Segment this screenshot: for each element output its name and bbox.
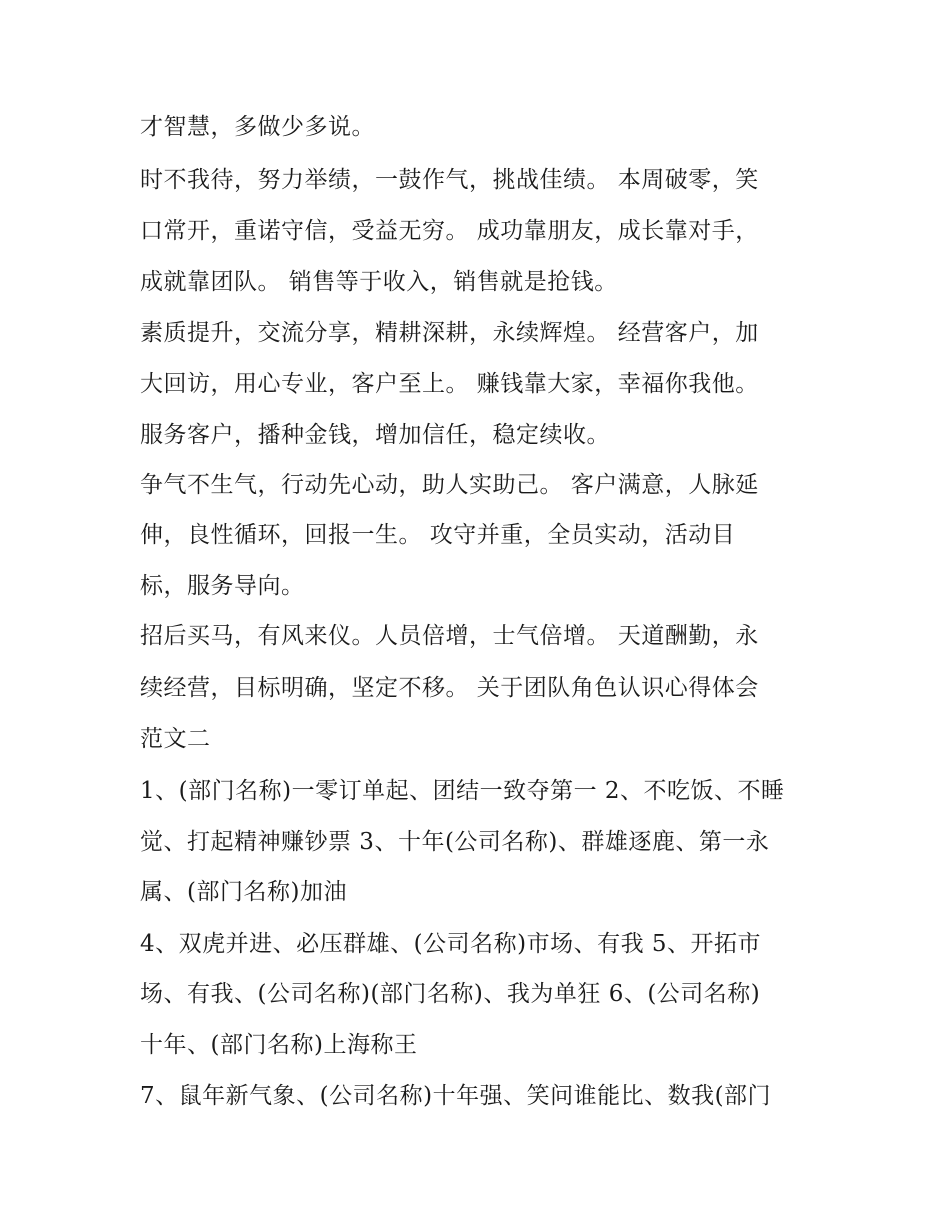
text-line: 十年、(部门名称)上海称王 xyxy=(140,1032,418,1058)
text-line: 素质提升，交流分享，精耕深耕，永续辉煌。 经营客户，加 xyxy=(140,320,759,346)
text-line: 范文二 xyxy=(140,726,211,752)
text-line: 大回访，用心专业，客户至上。 赚钱靠大家，幸福你我他。 xyxy=(140,371,759,397)
text-line: 4、双虎并进、必压群雄、(公司名称)市场、有我 5、开拓市 xyxy=(140,931,762,957)
text-line: 伸，良性循环，回报一生。 攻守并重，全员实动，活动目 xyxy=(140,522,736,548)
text-line: 标，服务导向。 xyxy=(140,573,305,599)
text-line: 才智慧，多做少多说。 xyxy=(140,114,375,140)
text-line: 7、鼠年新气象、(公司名称)十年强、笑问谁能比、数我(部门 xyxy=(140,1083,772,1109)
text-line: 1、(部门名称)一零订单起、团结一致夺第一 2、不吃饭、不睡 xyxy=(140,778,785,804)
text-line: 时不我待，努力举绩，一鼓作气，挑战佳绩。 本周破零，笑 xyxy=(140,167,759,193)
text-line: 招后买马，有风来仪。人员倍增，士气倍增。 天道酬勤，永 xyxy=(140,623,759,649)
text-line: 觉、打起精神赚钞票 3、十年(公司名称)、群雄逐鹿、第一永 xyxy=(140,829,770,855)
text-line: 属、(部门名称)加油 xyxy=(140,879,347,905)
text-line: 成就靠团队。 销售等于收入，销售就是抢钱。 xyxy=(140,269,618,295)
text-line: 服务客户，播种金钱，增加信任，稳定续收。 xyxy=(140,422,610,448)
text-line: 场、有我、(公司名称)(部门名称)、我为单狂 6、(公司名称) xyxy=(140,981,761,1007)
text-line: 续经营，目标明确，坚定不移。 关于团队角色认识心得体会 xyxy=(140,675,759,701)
text-line: 争气不生气，行动先心动，助人实助己。 客户满意，人脉延 xyxy=(140,472,759,498)
text-line: 口常开，重诺守信，受益无穷。 成功靠朋友，成长靠对手， xyxy=(140,218,759,244)
